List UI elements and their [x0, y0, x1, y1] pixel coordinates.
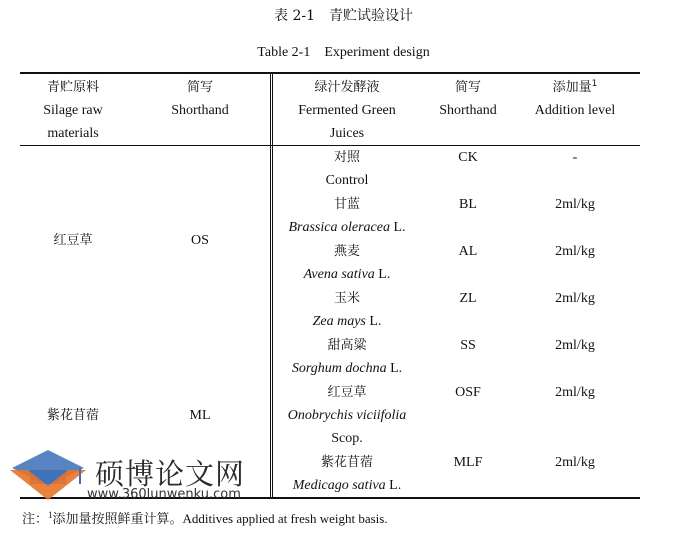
- juice-shorthand: MLF: [453, 455, 483, 470]
- juice-name: 紫花苜蓿 Medicago sativa L.: [292, 455, 402, 493]
- header-silage-materials: 青贮原料 Silage raw materials: [43, 80, 103, 141]
- juice-shorthand: AL: [458, 244, 478, 259]
- top-rule: [20, 72, 640, 74]
- watermark-url: www.360lunwenku.com: [87, 487, 241, 502]
- addition-level: 2ml/kg: [555, 455, 595, 470]
- juice-shorthand: BL: [459, 197, 477, 212]
- addition-level: 2ml/kg: [555, 338, 595, 353]
- juice-shorthand: OSF: [455, 385, 481, 400]
- juice-shorthand: ZL: [459, 291, 477, 306]
- header-addition-level: 添加量$^1$ Addition level: [534, 79, 616, 118]
- header-shorthand-1: 简写 Shorthand: [171, 80, 229, 118]
- juice-name: 玉米 Zea mays L.: [312, 291, 382, 329]
- addition-level: -: [572, 150, 578, 165]
- material-name: 紫花苜蓿: [46, 408, 99, 423]
- table-caption-cn: 表 2-1 青贮试验设计: [274, 8, 413, 24]
- watermark-text: 硕博论文网: [95, 457, 246, 491]
- addition-level: 2ml/kg: [555, 197, 595, 212]
- table-footnote: 注：$^1$添加量按照鲜重计算。Additives applied at fresh weight basis.: [22, 510, 388, 527]
- juice-name: 甜高粱 Sorghum dochna L.: [291, 338, 403, 376]
- material-shorthand: OS: [191, 233, 209, 248]
- material-name: 红豆草: [53, 233, 93, 248]
- material-shorthand: ML: [189, 408, 211, 423]
- addition-level: 2ml/kg: [555, 244, 595, 259]
- addition-level: 2ml/kg: [555, 291, 595, 306]
- addition-level: 2ml/kg: [555, 385, 595, 400]
- juice-name: 对照 Control: [325, 150, 369, 188]
- header-shorthand-2: 简写 Shorthand: [439, 80, 497, 118]
- juice-shorthand: SS: [460, 338, 476, 353]
- juice-name: 红豆草 Onobrychis viciifolia Scop.: [287, 385, 407, 446]
- table-caption-en: Table 2-1 Experiment design: [257, 45, 430, 60]
- juice-name: 燕麦 Avena sativa L.: [303, 244, 391, 282]
- juice-name: 甘蓝 Brassica oleracea L.: [288, 197, 406, 235]
- header-fermented-juices: 绿汁发酵液 Fermented Green Juices: [298, 80, 396, 141]
- juice-shorthand: CK: [458, 150, 478, 165]
